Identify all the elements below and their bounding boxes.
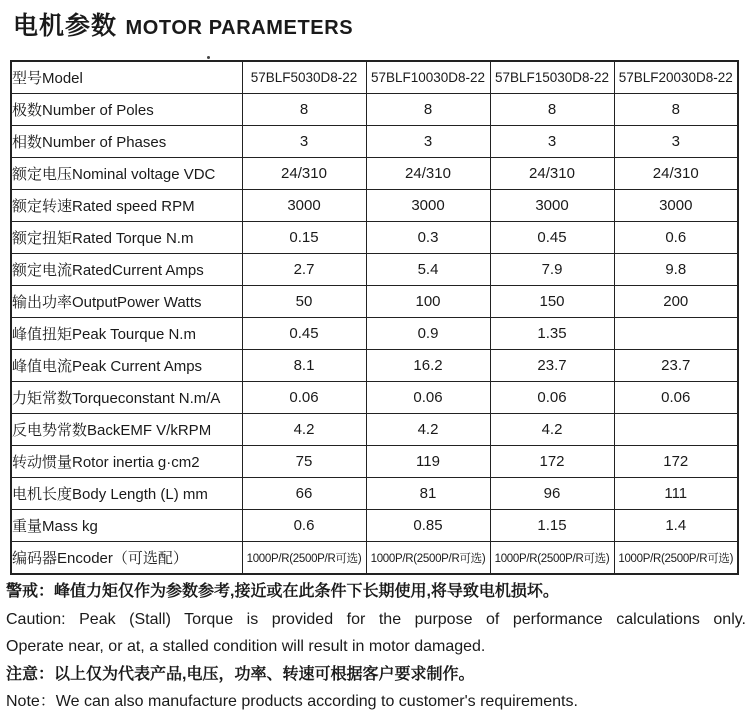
value-cell: 1000P/R(2500P/R可选) [490,542,614,575]
row-label: 转动惯量Rotor inertia g·cm2 [11,446,242,478]
value-cell: 0.85 [366,510,490,542]
value-cell: 0.06 [366,382,490,414]
value-cell: 1000P/R(2500P/R可选) [366,542,490,575]
note-line: 警戒：峰值力矩仅作为参数参考,接近或在此条件下长期使用,将导致电机损坏。 [6,583,559,600]
value-cell: 50 [242,286,366,318]
value-cell: 172 [614,446,738,478]
row-label: 额定电流RatedCurrent Amps [11,254,242,286]
value-cell: 24/310 [614,158,738,190]
page-title [13,6,353,42]
value-cell: 75 [242,446,366,478]
value-cell: 24/310 [242,158,366,190]
table-row [11,190,738,222]
row-label: 反电势常数BackEMF V/kRPM [11,414,242,446]
model-name: 57BLF10030D8-22 [366,61,490,94]
value-cell: 4.2 [490,414,614,446]
motor-parameters-table [10,60,739,575]
row-label: 极数Number of Poles [11,94,242,126]
value-cell: 3000 [490,190,614,222]
row-label: 重量Mass kg [11,510,242,542]
value-cell: 3000 [614,190,738,222]
value-cell: 24/310 [490,158,614,190]
value-cell: 3000 [366,190,490,222]
row-label: 编码器Encoder（可选配） [11,542,242,575]
notes-section [6,578,746,716]
table-row [11,126,738,158]
value-cell: 0.3 [366,222,490,254]
value-cell: 0.6 [614,222,738,254]
table-header-row [11,61,738,94]
row-label: 峰值扭矩Peak Tourque N.m [11,318,242,350]
value-cell: 0.45 [490,222,614,254]
table-row [11,446,738,478]
scan-artifact-dot [207,56,210,59]
value-cell: 1000P/R(2500P/R可选) [242,542,366,575]
value-cell: 119 [366,446,490,478]
value-cell: 24/310 [366,158,490,190]
value-cell [614,318,738,350]
note-line: Caution: Peak (Stall) Torque is provided for the purpose of performance calculations only. [6,610,746,628]
value-cell: 2.7 [242,254,366,286]
value-cell: 9.8 [614,254,738,286]
row-label: 额定电压Nominal voltage VDC [11,158,242,190]
value-cell: 172 [490,446,614,478]
value-cell: 4.2 [366,414,490,446]
value-cell: 3 [490,126,614,158]
model-name: 57BLF20030D8-22 [614,61,738,94]
value-cell: 5.4 [366,254,490,286]
value-cell: 23.7 [614,350,738,382]
table-row [11,158,738,190]
table-row [11,318,738,350]
note-line: 注意：以上仅为代表产品,电压，功率、转速可根据客户要求制作。 [6,665,475,683]
note-line: Operate near, or at, a stalled condition will result in motor damaged. [6,638,486,655]
value-cell: 8 [490,94,614,126]
value-cell: 3 [242,126,366,158]
value-cell: 200 [614,286,738,318]
value-cell: 0.6 [242,510,366,542]
value-cell: 66 [242,478,366,510]
row-label: 输出功率OutputPower Watts [11,286,242,318]
value-cell: 1.15 [490,510,614,542]
value-cell: 0.15 [242,222,366,254]
row-label: 力矩常数Torqueconstant N.m/A [11,382,242,414]
table-row [11,382,738,414]
page-title-cn: 电机参数 [13,12,118,40]
value-cell: 8 [614,94,738,126]
row-label: 额定扭矩Rated Torque N.m [11,222,242,254]
value-cell [614,414,738,446]
row-label: 峰值电流Peak Current Amps [11,350,242,382]
table-row [11,510,738,542]
table-row [11,222,738,254]
model-name: 57BLF5030D8-22 [242,61,366,94]
value-cell: 0.06 [490,382,614,414]
value-cell: 1.35 [490,318,614,350]
value-cell: 4.2 [242,414,366,446]
value-cell: 3000 [242,190,366,222]
row-label: 相数Number of Phases [11,126,242,158]
value-cell: 96 [490,478,614,510]
row-label: 电机长度Body Length (L) mm [11,478,242,510]
note-line: Note：We can also manufacture products according to customer's requirements. [6,693,578,710]
header-label: 型号Model [11,61,242,94]
value-cell: 0.06 [242,382,366,414]
value-cell: 23.7 [490,350,614,382]
value-cell: 0.06 [614,382,738,414]
value-cell: 150 [490,286,614,318]
model-name: 57BLF15030D8-22 [490,61,614,94]
table-row [11,350,738,382]
value-cell: 8.1 [242,350,366,382]
value-cell: 1.4 [614,510,738,542]
table-row [11,286,738,318]
row-label: 额定转速Rated speed RPM [11,190,242,222]
value-cell: 0.45 [242,318,366,350]
table-row [11,254,738,286]
table-row [11,414,738,446]
value-cell: 111 [614,478,738,510]
value-cell: 81 [366,478,490,510]
value-cell: 100 [366,286,490,318]
table-row [11,94,738,126]
value-cell: 7.9 [490,254,614,286]
value-cell: 0.9 [366,318,490,350]
value-cell: 1000P/R(2500P/R可选) [614,542,738,575]
value-cell: 8 [242,94,366,126]
value-cell: 3 [614,126,738,158]
table-row [11,542,738,575]
value-cell: 16.2 [366,350,490,382]
value-cell: 8 [366,94,490,126]
table-row [11,478,738,510]
page-title-en: MOTOR PARAMETERS [125,17,354,39]
value-cell: 3 [366,126,490,158]
